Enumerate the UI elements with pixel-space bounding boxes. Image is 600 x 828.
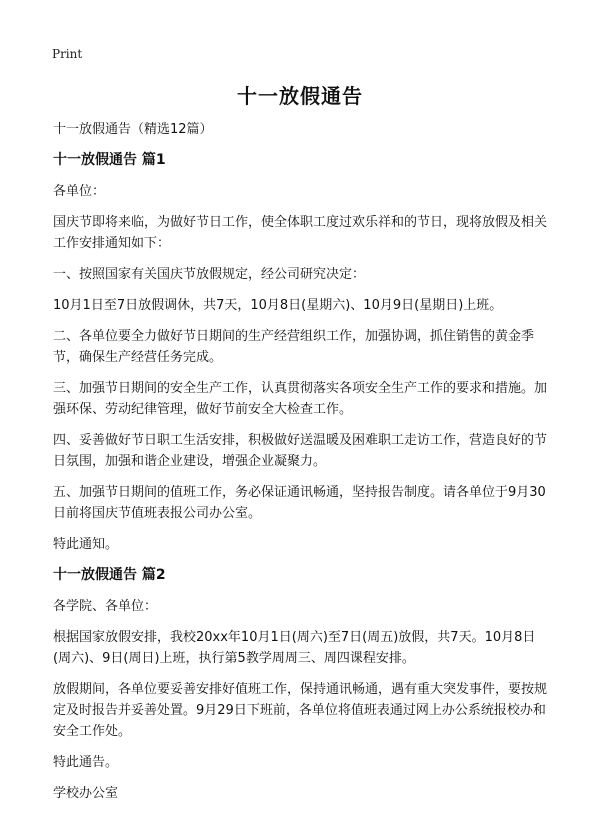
print-link[interactable]: Print	[52, 47, 83, 61]
document-subtitle: 十一放假通告（精选12篇）	[53, 122, 213, 137]
page-title: 十一放假通告	[237, 84, 363, 108]
paragraph: 各单位：	[53, 184, 106, 199]
paragraph: 根据国家放假安排，我校20xx年10月1日(周六)至7日(周五)放假，共7天。10月8日(周六)、9日(周日)上班，执行第5教学周周三、周四课程安排。	[53, 630, 536, 666]
paragraph: 国庆节即将来临，为做好节日工作，使全体职工度过欢乐祥和的节日，现将放假及相关工作安排通知如下：	[53, 215, 548, 251]
paragraph: 四、妥善做好节日职工生活安排，积极做好送温暖及困难职工走访工作，营造良好的节日氛围，加强和谐企业建设，增强企业凝聚力。	[53, 433, 548, 469]
paragraph: 二、各单位要全力做好节日期间的生产经营组织工作，加强协调，抓住销售的黄金季节，确保生产经营任务完成。	[53, 329, 535, 365]
paragraph: 三、加强节日期间的安全生产工作，认真贯彻落实各项安全生产工作的要求和措施。加强环保、劳动纪律管理，做好节前安全大检查工作。	[53, 381, 548, 417]
paragraph: 各学院、各单位：	[53, 599, 158, 614]
paragraph: 特此通知。	[53, 537, 119, 552]
paragraph: 10月1日至7日放假调休，共7天，10月8日(星期六)、10月9日(星期日)上班。	[53, 298, 503, 313]
section-heading: 十一放假通告 篇2	[53, 567, 166, 583]
paragraph: 一、按照国家有关国庆节放假规定，经公司研究决定：	[53, 267, 366, 282]
document-body	[53, 119, 553, 814]
paragraph: 五、加强节日期间的值班工作，务必保证通讯畅通，坚持报告制度。请各单位于9月30日前将国庆节值班表报公司办公室。	[53, 485, 546, 521]
section-heading: 十一放假通告 篇1	[53, 152, 166, 168]
signature: 学校办公室	[53, 786, 119, 801]
paragraph: 放假期间，各单位要妥善安排好值班工作，保持通讯畅通，遇有重大突发事件，要按规定及时报告并妥善处置。9月29日下班前，各单位将值班表通过网上办公系统报校办和安全工作处。	[53, 682, 548, 739]
paragraph: 特此通告。	[53, 755, 119, 770]
